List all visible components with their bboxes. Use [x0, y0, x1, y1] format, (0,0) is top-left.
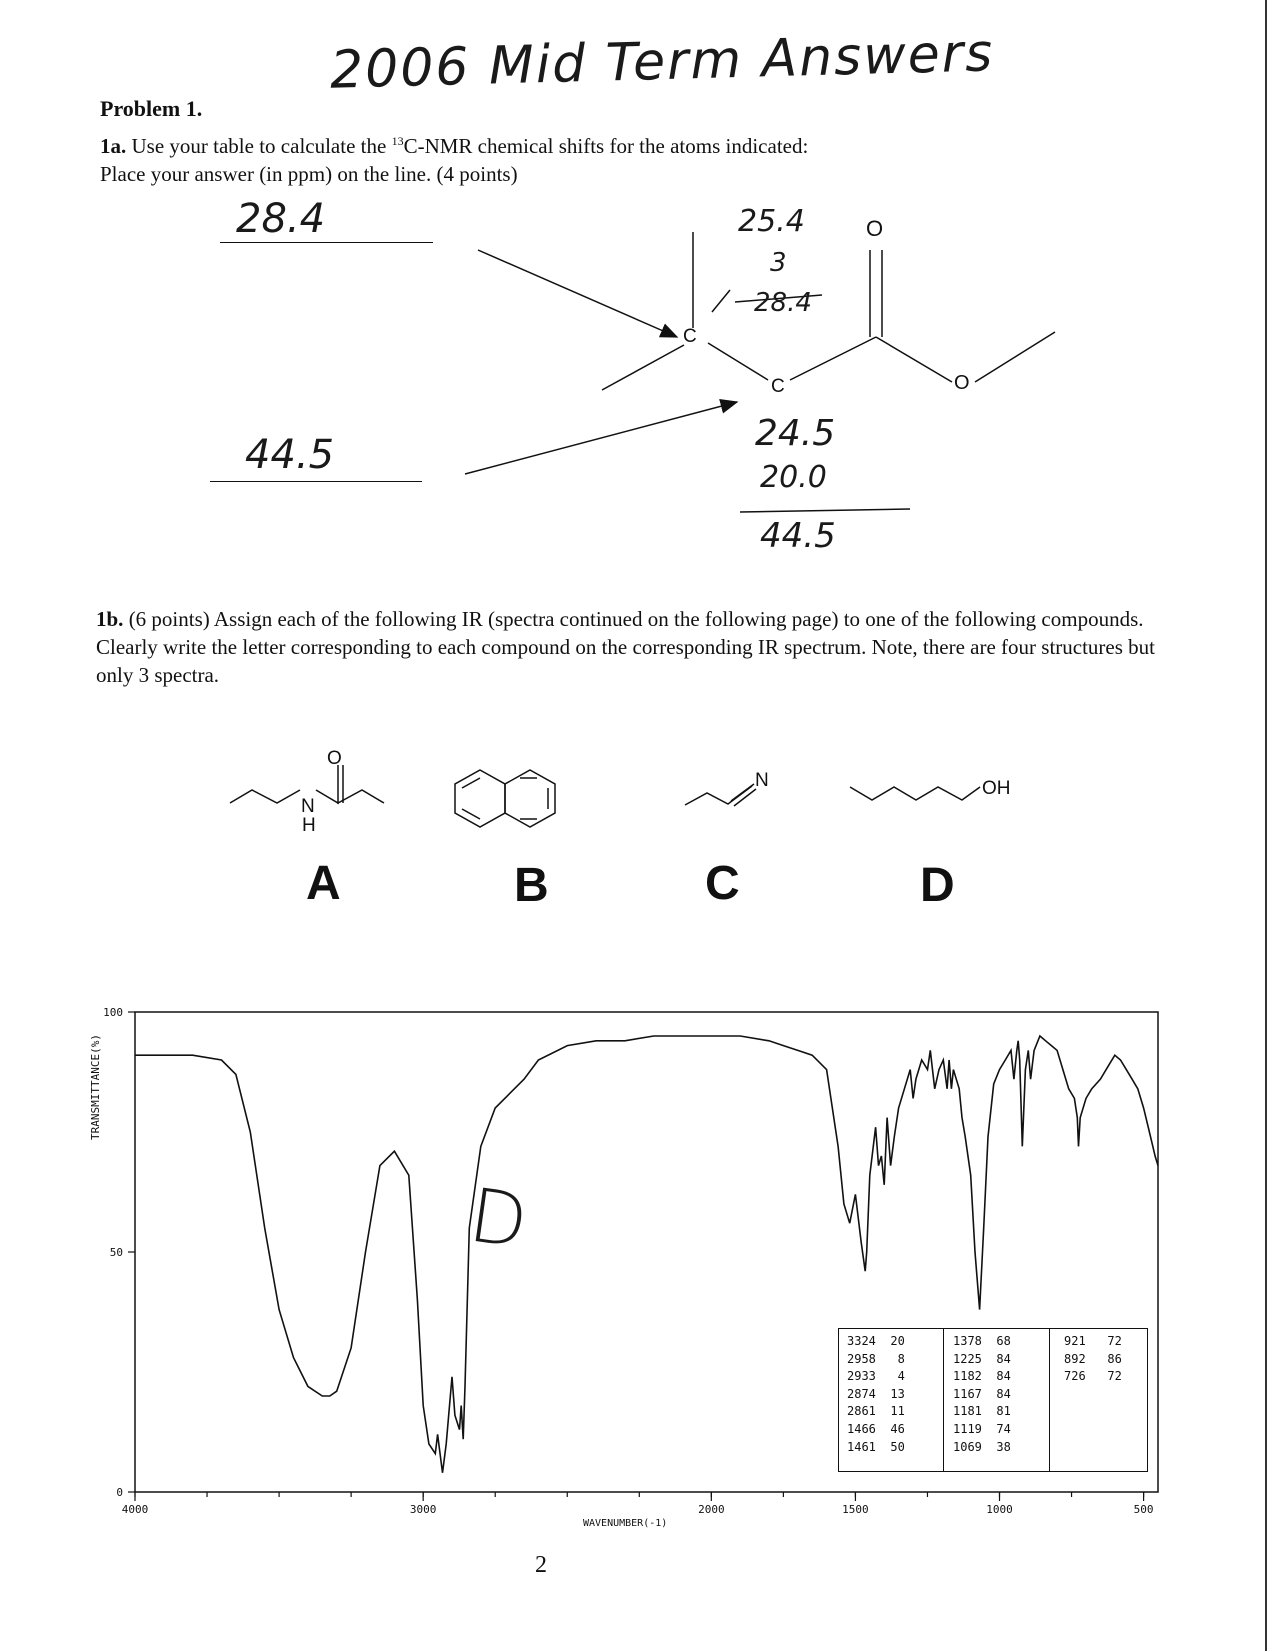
x-tick-label: 4000	[121, 1503, 149, 1516]
peak-table-row: 1182 84	[953, 1369, 1011, 1384]
atom-c-methylene: C	[771, 376, 785, 397]
peak-table-row: 1069 38	[953, 1439, 1011, 1454]
peak-table	[838, 1328, 1148, 1472]
question-1a-text-part2: C-NMR chemical shifts for the atoms indicated:	[403, 134, 809, 158]
peak-table-divider-2	[1049, 1329, 1050, 1471]
peak-table-row: 1225 84	[953, 1351, 1011, 1366]
problem-label: Problem 1.	[100, 96, 203, 121]
atom-o-ester: O	[954, 372, 970, 394]
calc-top-value2: 3	[770, 248, 787, 278]
question-1a-text-part1: Use your table to calculate the	[126, 134, 392, 158]
atom-c-quaternary: C	[683, 326, 697, 347]
compound-c-atom-n: N	[755, 770, 769, 791]
page-number: 2	[535, 1552, 547, 1578]
answer-top: 28.4	[236, 196, 326, 242]
atom-o-carbonyl: O	[866, 216, 884, 241]
compound-letter-b: B	[514, 859, 549, 912]
calc-bottom-sum: 44.5	[760, 516, 836, 556]
y-tick-label: 50	[109, 1246, 123, 1259]
calc-top-sum: 28.4	[754, 288, 812, 318]
peak-table-row: 1119 74	[953, 1421, 1011, 1436]
peak-table-row: 1167 84	[953, 1386, 1011, 1401]
peak-table-row: 1181 81	[953, 1404, 1011, 1419]
peak-table-row: 2874 13	[847, 1386, 905, 1401]
peak-table-row: 3324 20	[847, 1334, 905, 1348]
peak-table-row: 1466 46	[847, 1421, 905, 1436]
peak-table-row: 2958 8	[847, 1351, 905, 1366]
answer-bottom: 44.5	[245, 432, 335, 478]
calc-top-value1: 25.4	[738, 204, 805, 239]
x-tick-label: 3000	[409, 1503, 437, 1516]
chart-ylabel: TRANSMITTANCE(%)	[89, 1034, 102, 1140]
peak-table-row: 1378 68	[953, 1334, 1011, 1348]
compound-a-atom-h: H	[302, 815, 316, 836]
peak-table-col2	[953, 1333, 1011, 1456]
calc-bottom-value1: 24.5	[755, 413, 836, 454]
question-1b-number: 1b.	[96, 607, 124, 631]
compound-d-atom-oh: OH	[982, 778, 1011, 799]
x-tick-label: 2000	[698, 1503, 725, 1516]
peak-table-row: 921 72	[1064, 1334, 1122, 1348]
question-1a-superscript: 13	[391, 134, 404, 148]
page-title: 2006 Mid Term Answers	[329, 23, 995, 101]
peak-table-row: 892 86	[1064, 1351, 1122, 1366]
peak-table-row: 1461 50	[847, 1439, 905, 1454]
peak-table-col1	[847, 1333, 905, 1456]
question-1a-text-line2: Place your answer (in ppm) on the line. (4 points)	[100, 162, 518, 186]
calc-bottom-value2: 20.0	[760, 460, 827, 495]
spectrum-assignment-letter: D	[464, 1172, 533, 1266]
compound-letter-a: A	[306, 857, 341, 910]
peak-table-row: 2861 11	[847, 1404, 905, 1419]
x-tick-label: 1500	[842, 1503, 869, 1516]
compound-letter-d: D	[920, 859, 955, 912]
question-1b-text: (6 points) Assign each of the following IR (spectra continued on the following page) to one of the following compounds. Clearly write the letter corresponding to each compound on the corresponding IR spectrum. Note, there are four structures but only 3 spectra.	[96, 607, 1155, 687]
x-tick-label: 1000	[986, 1503, 1013, 1516]
chart-xlabel: WAVENUMBER(-1)	[583, 1518, 668, 1529]
page-edge	[1265, 0, 1267, 1651]
peak-table-row: 2933 4	[847, 1369, 905, 1384]
y-tick-label: 0	[116, 1486, 123, 1499]
compound-letter-c: C	[705, 857, 740, 910]
peak-table-row: 726 72	[1064, 1369, 1122, 1384]
peak-table-col3	[1064, 1333, 1122, 1386]
x-tick-label: 500	[1133, 1503, 1154, 1516]
compound-a-atom-n: N	[301, 796, 315, 817]
question-1a-number: 1a.	[100, 134, 127, 158]
compound-a-atom-o: O	[327, 748, 342, 769]
peak-table-divider-1	[943, 1329, 944, 1471]
y-tick-label: 100	[103, 1006, 123, 1019]
